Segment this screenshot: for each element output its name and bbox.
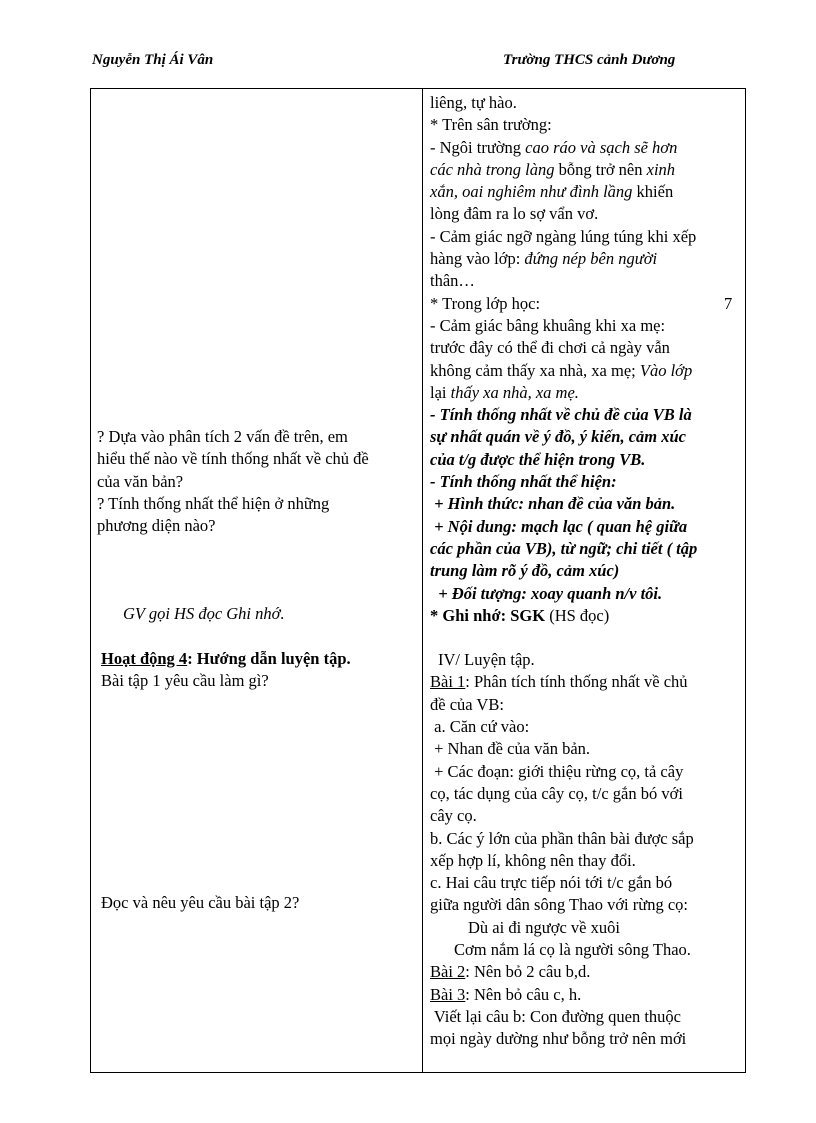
text-line: giữa người dân sông Thao với rừng cọ: <box>430 895 688 915</box>
activity-title: : Hướng dẫn luyện tập. <box>187 648 351 668</box>
question-line: ? Dựa vào phân tích 2 vấn đề trên, em <box>97 427 348 446</box>
text-line: - Cảm giác ngỡ ngàng lúng túng khi xếp <box>430 226 697 246</box>
text-line: lại thấy xa nhà, xa mẹ. <box>430 382 579 402</box>
text-line: trước đây có thể đi chơi cả ngày vẫn <box>430 338 670 358</box>
text-line: liêng, tự hào. <box>430 93 517 112</box>
text-line: c. Hai câu trực tiếp nói tới t/c gắn bó <box>430 873 673 893</box>
text-line: các nhà trong làng bỗng trở nên xinh <box>430 159 676 179</box>
text-line: * Trong lớp học: 7 <box>430 293 740 315</box>
text-line: a. Căn cứ vào: <box>430 717 530 737</box>
text-line: + Các đoạn: giới thiệu rừng cọ, tả cây <box>430 761 684 781</box>
text-line: xắn, oai nghiêm như đình lầng khiến <box>430 182 674 202</box>
conclusion-line: trung làm rõ ý đồ, cảm xúc) <box>430 561 620 581</box>
conclusion-line: sự nhất quán về ý đồ, ý kiến, cảm xúc <box>430 427 687 447</box>
conclusion-line: của t/g được thể hiện trong VB. <box>430 449 646 469</box>
header-author: Nguyễn Thị Ái Vân <box>92 52 214 68</box>
text-line: không cảm thấy xa nhà, xa mẹ; Vào lớp <box>430 360 693 380</box>
activity-label: Hoạt động 4 <box>101 648 188 668</box>
text-line: xếp hợp lí, không nên thay đổi. <box>430 850 636 870</box>
question-line: ? Tính thống nhất thể hiện ở những <box>97 493 330 513</box>
conclusion-line: + Nội dung: mạch lạc ( quan hệ giữa <box>430 516 688 536</box>
conclusion-line: các phần của VB), từ ngữ; chi tiết ( tập <box>430 538 698 558</box>
practice-heading: IV/ Luyện tập. <box>438 650 535 670</box>
exercise-3: Bài 3: Nên bỏ câu c, h. <box>430 984 582 1004</box>
ghi-nho-line: * Ghi nhớ: SGK (HS đọc) <box>430 605 610 625</box>
teacher-instruction: GV gọi HS đọc Ghi nhớ. <box>123 604 285 624</box>
exercise-1-question: Bài tập 1 yêu cầu làm gì? <box>101 671 269 691</box>
text-line: đề của VB: <box>430 694 504 714</box>
verse-line: Cơm nắm lá cọ là người sông Thao. <box>454 939 691 959</box>
content-column <box>430 92 740 1050</box>
text-line: lòng đâm ra lo sợ vẩn vơ. <box>430 204 599 224</box>
conclusion-line: - Tính thống nhất về chủ đề của VB là <box>430 405 692 425</box>
text-line: b. Các ý lớn của phần thân bài được sắp <box>430 828 694 848</box>
text-line: - Ngôi trường cao ráo và sạch sẽ hơn <box>430 137 678 157</box>
exercise-2: Bài 2: Nên bỏ 2 câu b,d. <box>430 962 591 982</box>
text-line: cọ, tác dụng của cây cọ, t/c gắn bó với <box>430 783 683 803</box>
text-line: hàng vào lớp: đứng nép bên người <box>430 249 658 269</box>
activity-heading <box>97 648 417 670</box>
question-line: của văn bản? <box>97 471 184 491</box>
text-line: cây cọ. <box>430 806 477 826</box>
exercise-2-question: Đọc và nêu yêu cầu bài tập 2? <box>101 893 300 913</box>
text-line: - Cảm giác bâng khuâng khi xa mẹ: <box>430 315 666 335</box>
header-school: Trường THCS cảnh Dương <box>503 52 676 68</box>
text-line: Viết lại câu b: Con đường quen thuộc <box>430 1006 681 1026</box>
teacher-activity-column <box>97 426 417 915</box>
text-line: + Nhan đề của văn bản. <box>430 739 591 759</box>
table-left-border <box>90 88 91 1073</box>
exercise-1: Bài 1: Phân tích tính thống nhất về chủ <box>430 672 688 692</box>
table-right-border <box>745 88 746 1073</box>
page-number: 7 <box>724 293 733 313</box>
question-line: hiểu thế nào về tính thống nhất về chủ đề <box>97 449 369 469</box>
table-bottom-border <box>90 1072 745 1073</box>
table-middle-border <box>422 88 423 1073</box>
conclusion-line: + Đối tượng: xoay quanh n/v tôi. <box>430 583 663 603</box>
text-line: thân… <box>430 271 475 291</box>
conclusion-line: - Tính thống nhất thể hiện: <box>430 472 617 492</box>
conclusion-line: + Hình thức: nhan đề của văn bản. <box>430 494 676 514</box>
table-top-border <box>90 88 745 89</box>
text-line: mọi ngày dường như bỗng trở nên mới <box>430 1029 687 1049</box>
text-line: * Trên sân trường: <box>430 115 552 135</box>
verse-line: Dù ai đi ngược về xuôi <box>468 917 620 937</box>
question-line: phương diện nào? <box>97 516 216 536</box>
